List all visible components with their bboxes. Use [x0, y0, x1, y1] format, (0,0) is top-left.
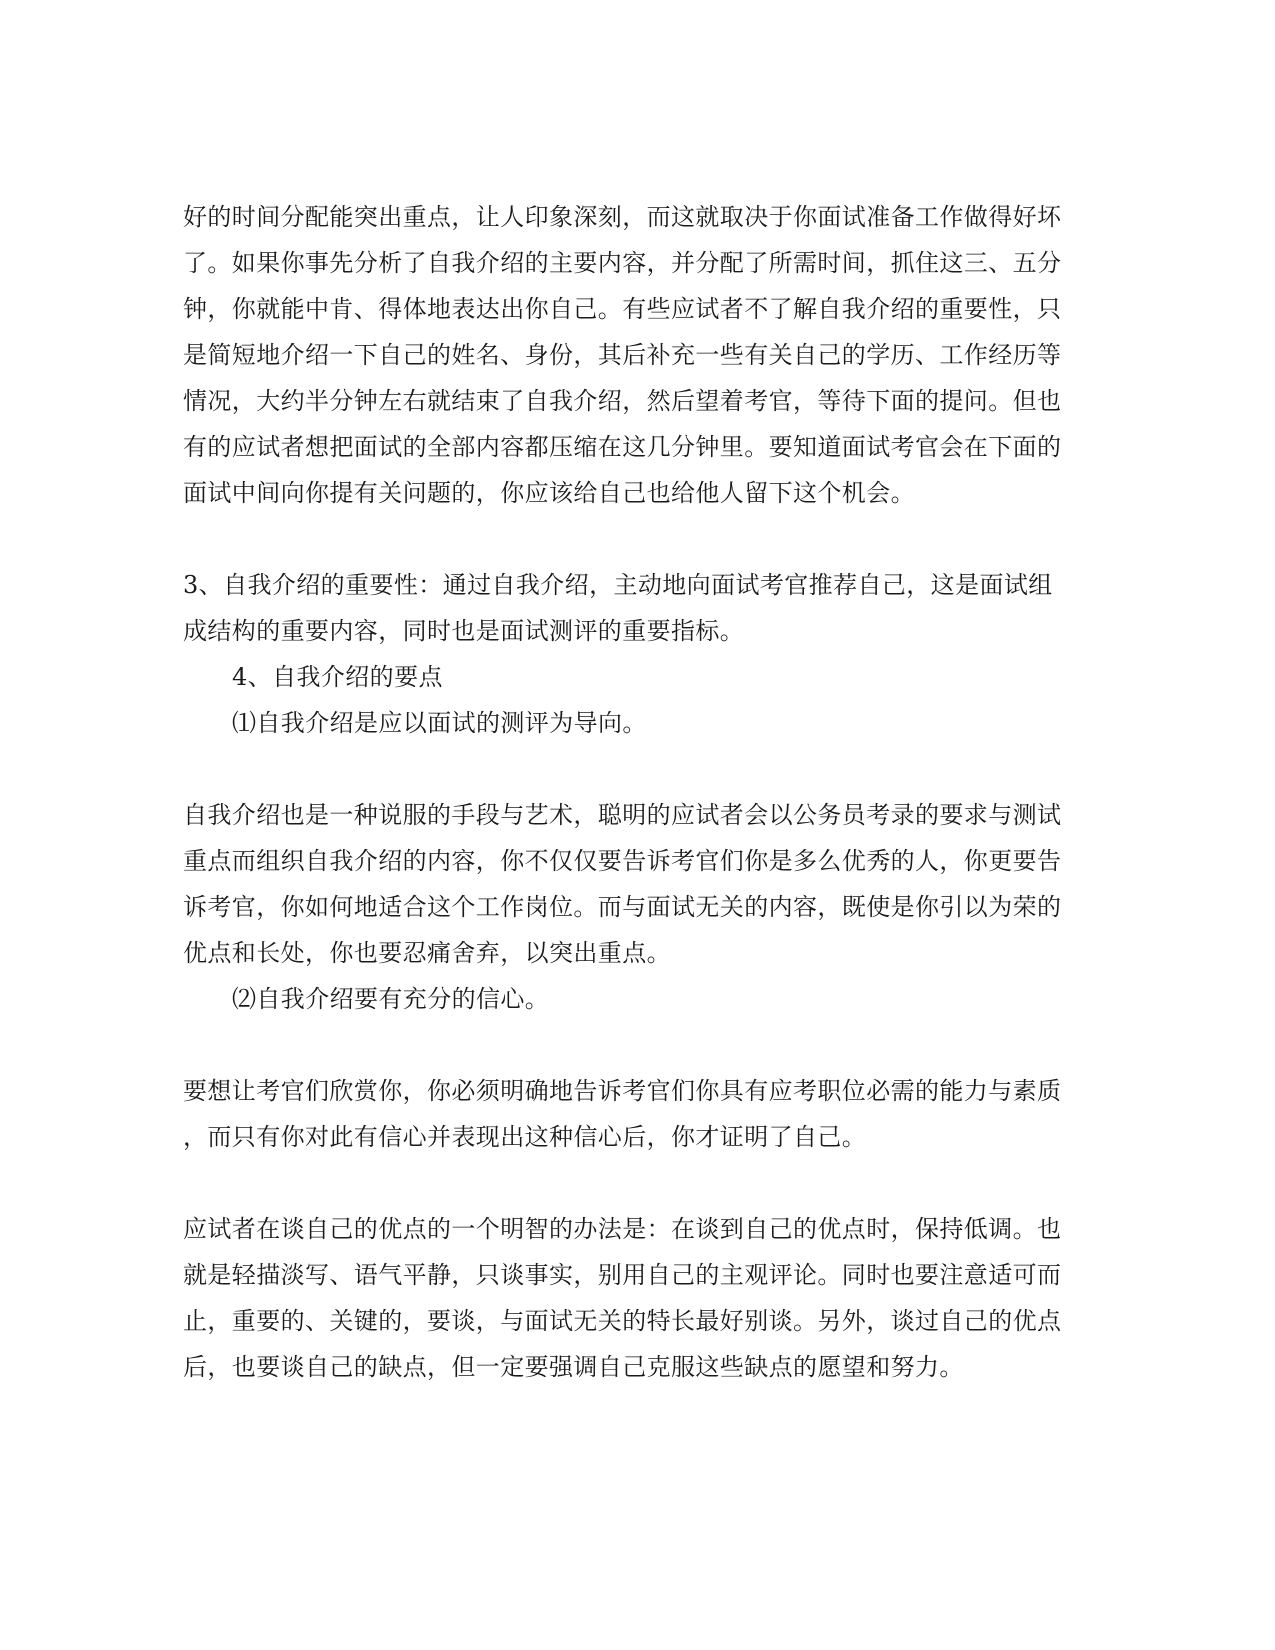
heading-4: 4、自我介绍的要点	[232, 663, 443, 691]
paragraph-1-line-3: 钟，你就能中肯、得体地表达出你自己。有些应试者不了解自我介绍的重要性，只	[183, 295, 1062, 323]
paragraph-1-line-4: 是简短地介绍一下自己的姓名、身份，其后补充一些有关自己的学历、工作经历等	[183, 341, 1062, 369]
paragraph-1-line-6: 有的应试者想把面试的全部内容都压缩在这几分钟里。要知道面试考官会在下面的	[183, 433, 1062, 461]
paragraph-5-line-3: 止，重要的、关键的，要谈，与面试无关的特长最好别谈。另外，谈过自己的优点	[183, 1307, 1062, 1335]
paragraph-2-line-1: 3、自我介绍的重要性：通过自我介绍，主动地向面试考官推荐自己，这是面试组	[183, 571, 1053, 599]
paragraph-5-line-1: 应试者在谈自己的优点的一个明智的办法是：在谈到自己的优点时，保持低调。也	[183, 1215, 1062, 1243]
paragraph-1-line-1: 好的时间分配能突出重点，让人印象深刻，而这就取决于你面试准备工作做得好坏	[183, 203, 1062, 231]
paragraph-1-line-5: 情况，大约半分钟左右就结束了自我介绍，然后望着考官，等待下面的提问。但也	[183, 387, 1062, 415]
point-1: ⑴自我介绍是应以面试的测评为导向。	[232, 709, 647, 737]
paragraph-3-line-2: 重点而组织自我介绍的内容，你不仅仅要告诉考官们你是多么优秀的人，你更要告	[183, 847, 1062, 875]
point-2: ⑵自我介绍要有充分的信心。	[232, 985, 550, 1013]
paragraph-3-line-1: 自我介绍也是一种说服的手段与艺术，聪明的应试者会以公务员考录的要求与测试	[183, 801, 1062, 829]
paragraph-1-line-2: 了。如果你事先分析了自我介绍的主要内容，并分配了所需时间，抓住这三、五分	[183, 249, 1062, 277]
paragraph-4-line-1: 要想让考官们欣赏你，你必须明确地告诉考官们你具有应考职位必需的能力与素质	[183, 1077, 1062, 1105]
paragraph-5-line-2: 就是轻描淡写、语气平静，只谈事实，别用自己的主观评论。同时也要注意适可而	[183, 1261, 1062, 1289]
paragraph-3-line-4: 优点和长处，你也要忍痛舍弃，以突出重点。	[183, 939, 671, 967]
paragraph-1-line-7: 面试中间向你提有关问题的，你应该给自己也给他人留下这个机会。	[183, 479, 915, 507]
paragraph-4-line-2: ，而只有你对此有信心并表现出这种信心后，你才证明了自己。	[183, 1123, 867, 1151]
paragraph-5-line-4: 后，也要谈自己的缺点，但一定要强调自己克服这些缺点的愿望和努力。	[183, 1353, 964, 1381]
paragraph-2-line-2: 成结构的重要内容，同时也是面试测评的重要指标。	[183, 617, 745, 645]
paragraph-3-line-3: 诉考官，你如何地适合这个工作岗位。而与面试无关的内容，既使是你引以为荣的	[183, 893, 1062, 921]
